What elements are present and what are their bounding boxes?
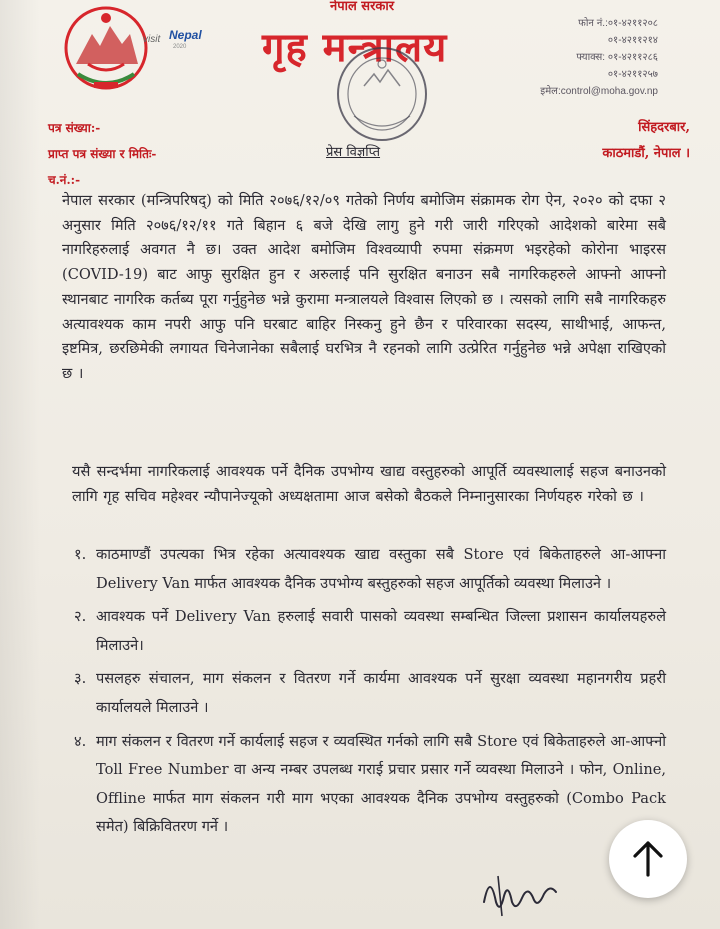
press-release-heading: प्रेस विज्ञप्ति bbox=[326, 145, 381, 160]
decision-text: माग संकलन र वितरण गर्ने कार्यलाई सहज र व्यवस्थित गर्नको लागि सबै Store एवं बिकेताहरुले आ-आफ्नो Toll Free Number वा अन्य नम्बर उपलब्ध गराई प्रचार प्रसार गर्ने व्यवस्था मिलाउने । फोन, Online, Offline मार्फत माग संकलन गरी माग भएका आवश्यक दैनिक उपभोग्य वस्तुहरुको (Combo Pack समेत) बिक्रिवितरण गर्ने । bbox=[96, 732, 666, 836]
decision-item bbox=[74, 541, 666, 598]
decision-item bbox=[74, 603, 666, 660]
signature-mark bbox=[478, 862, 562, 922]
decision-number: ३. bbox=[74, 670, 87, 688]
visit-logo-nepal-text: Nepal bbox=[169, 28, 202, 42]
body-paragraph-1: नेपाल सरकार (मन्त्रिपरिषद्) को मिति २०७६/१२/०९ गतेको निर्णय बमोजिम संक्रामक रोग ऐन, २०२० को दफा २ अनुसार मिति २०७६/१२/११ गते बिहान ६ बजे देखि लागु हुने गरी जारी गरिएको आदेशको बारेमा सबै नागरिहरुलाई अवगत नै छ। उक्त आदेश बमोजिम विश्वव्यापी रुपमा संक्रमण भइरहेको कोरोना भाइरस (COVID-19) बाट आफु सुरक्षित हुन र अरुलाई पनि सुरक्षित बनाउन सबै नागरिकहरुले आफ्नो आफ्नो स्थानबाट नागरिक कर्तब्य पूरा गर्नुहुनेछ भन्ने कुरामा मन्त्रालयले विश्वास लिएको छ । त्यसको लागि सबै नागरिकहरु अत्यावश्यक काम नपरी आफु पनि घरबाट बाहिर निस्कनु हुने छैन र परिवारका सदस्य, साथीभाई, आफन्त, इष्टमित्र, छरछिमेकी लगायत चिनेजानेका सबैलाई घरभित्र नै रहनको लागि उत्प्रेरित गर्नुहुनेछ भन्ने अपेक्षा राखिएको छ । bbox=[62, 192, 666, 382]
body-paragraph-2: यसै सन्दर्भमा नागरिकलाई आवश्यक पर्ने दैनिक उपभोग्य खाद्य वस्तुहरुको आपूर्ति व्यवस्थालाई सहज बनाउनको लागि गृह सचिव महेश्वर न्यौपानेज्यूको अध्यक्षतामा आज बसेको बैठकले निम्नानुसारका निर्णयहरु गरेको छ । bbox=[72, 463, 666, 505]
scroll-to-top-button[interactable] bbox=[609, 820, 687, 898]
email-address: इमेल:control@moha.gov.np bbox=[540, 86, 658, 97]
contact-block bbox=[540, 15, 658, 100]
decision-number: २. bbox=[74, 608, 87, 626]
received-letter-label: प्राप्त पत्र संख्या र मितिः- bbox=[48, 147, 157, 161]
decision-item bbox=[74, 728, 666, 842]
visit-logo-visit-text: visit bbox=[143, 34, 161, 45]
fax-number: फ्याक्स: ०१-४२११२८६ bbox=[576, 52, 658, 63]
reference-block bbox=[48, 115, 156, 193]
decision-text: आवश्यक पर्ने Delivery Van हरुलाई सवारी पासको व्यवस्था सम्बन्धित जिल्ला प्रशासन कार्यालयहरुले मिलाउने। bbox=[96, 608, 666, 654]
decision-item bbox=[74, 665, 666, 722]
ministry-title: गृह मन्त्रालय bbox=[262, 24, 448, 71]
visit-logo-year-text: 2020 bbox=[173, 44, 187, 50]
fax-number-2: ०१-४२११२५७ bbox=[607, 69, 658, 80]
decision-list bbox=[74, 541, 666, 842]
decision-text: काठमाण्डौं उपत्यका भित्र रहेका अत्यावश्यक खाद्य वस्तुका सबै Store एवं बिकेताहरुले आ-आफ्ना Delivery Van मार्फत आवश्यक दैनिक उपभोग्य बस्तुहरुको सहज आपूर्तिको व्यवस्था मिलाउने । bbox=[96, 546, 666, 592]
office-location: काठमाडौं, नेपाल । bbox=[602, 146, 690, 161]
office-name: सिंहदरबार, bbox=[638, 120, 690, 135]
dispatch-number-label: च.नं.:- bbox=[48, 173, 81, 187]
phone-number: फोन नं.:०१-४२११२०८ bbox=[578, 18, 658, 29]
phone-number-2: ०१-४२११२१४ bbox=[607, 35, 658, 46]
visit-nepal-2020-logo bbox=[143, 24, 229, 64]
government-heading: नेपाल सरकार bbox=[330, 0, 395, 14]
decision-number: १. bbox=[74, 546, 87, 563]
ministry-stamp-icon bbox=[330, 40, 436, 148]
address-block bbox=[602, 115, 690, 167]
arrow-up-icon bbox=[630, 839, 666, 879]
scan-edge-shadow bbox=[0, 0, 40, 929]
nepal-emblem-icon bbox=[58, 4, 154, 94]
decision-text: पसलहरु संचालन, माग संकलन र वितरण गर्ने कार्यमा आवश्यक पर्ने सुरक्षा व्यवस्था महानगरीय प्रहरी कार्यालयले मिलाउने । bbox=[96, 670, 666, 716]
letter-number-label: पत्र संख्या:- bbox=[48, 121, 101, 135]
decision-number: ४. bbox=[74, 732, 87, 750]
